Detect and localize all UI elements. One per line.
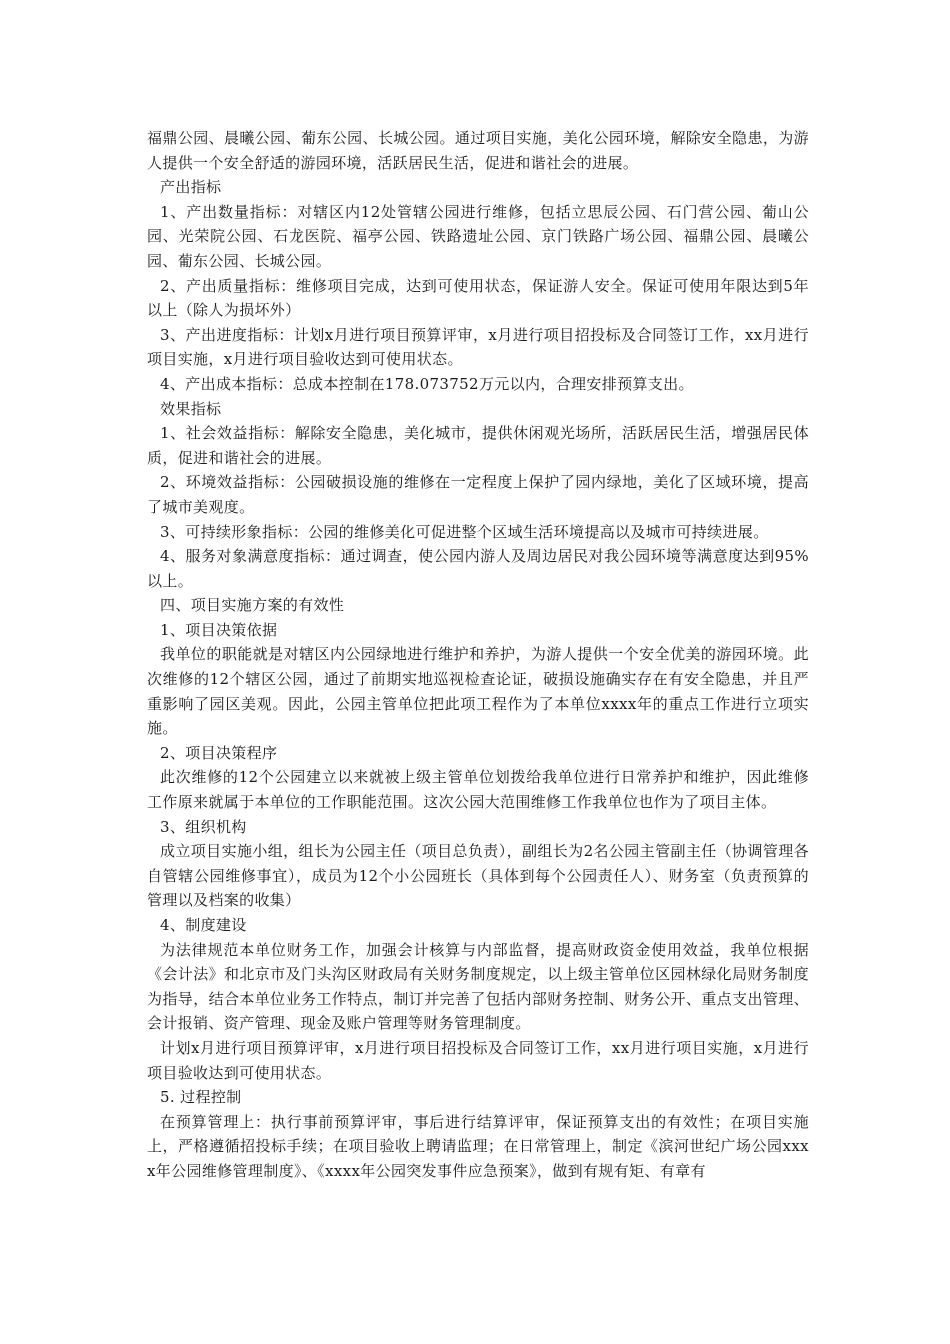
paragraph: 1、产出数量指标：对辖区内12处管辖公园进行维修，包括立思辰公园、石门营公园、葡山公园、光荣院公园、石龙医院、福亭公园、铁路遗址公园、京门铁路广场公园、福鼎公园、晨曦公园、葡东公园、长城公园。	[147, 202, 809, 270]
paragraph: 此次维修的12个公园建立以来就被上级主管单位划拨给我单位进行日常养护和维护，因此维修工作原来就属于本单位的工作职能范围。这次公园大范围维修工作我单位也作为了项目主体。	[147, 768, 809, 812]
paragraph: 4、制度建设	[160, 916, 247, 934]
paragraph: 1、社会效益指标：解除安全隐患，美化城市，提供休闲观光场所，活跃居民生活，增强居民体质，促进和谐社会的进展。	[147, 424, 809, 467]
paragraph: 2、项目决策程序	[160, 743, 278, 762]
paragraph: 效果指标	[160, 399, 222, 418]
paragraph: 产出指标	[160, 178, 222, 197]
paragraph: 4、服务对象满意度指标：通过调查，使公园内游人及周边居民对我公园环境等满意度达到95%以上。	[147, 547, 809, 590]
paragraph: 1、项目决策依据	[160, 620, 278, 639]
paragraph: 成立项目实施小组，组长为公园主任（项目总负责），副组长为2名公园主管副主任（协调管理各自管辖公园维修事宜），成员为12个小公园班长（具体到每个公园责任人）、财务室（负责预算的管理以及档案的收集）	[147, 842, 809, 910]
document-body	[147, 126, 809, 1184]
paragraph: 3、可持续形象指标：公园的维修美化可促进整个区域生活环境提高以及城市可持续进展。	[160, 522, 769, 541]
paragraph: 2、产出质量指标：维修项目完成，达到可使用状态，保证游人安全。保证可使用年限达到5年以上（除人为损坏外）	[147, 276, 809, 320]
paragraph: 四、项目实施方案的有效性	[160, 596, 345, 615]
paragraph: 2、环境效益指标：公园破损设施的维修在一定程度上保护了园内绿地，美化了区域环境，提高了城市美观度。	[147, 473, 809, 516]
paragraph: 我单位的职能就是对辖区内公园绿地进行维护和养护，为游人提供一个安全优美的游园环境。此次维修的12个辖区公园，通过了前期实地巡视检查论证，破损设施确实存在有安全隐患，并且严重影响了园区美观。因此，公园主管单位把此项工程作为了本单位xxxx年的重点工作进行立项实施。	[147, 645, 809, 738]
paragraph: 4、产出成本指标：总成本控制在178.073752万元以内，合理安排预算支出。	[160, 374, 694, 393]
paragraph: 3、组织机构	[160, 817, 247, 836]
paragraph: 在预算管理上：执行事前预算评审，事后进行结算评审，保证预算支出的有效性；在项目实施上，严格遵循招投标手续；在项目验收上聘请监理；在日常管理上，制定《滨河世纪广场公园xxxx年公园维修管理制度》、《xxxx年公园突发事件应急预案》，做到有规有矩、有章有	[147, 1112, 809, 1180]
paragraph: 3、产出进度指标：计划x月进行项目预算评审，x月进行项目招投标及合同签订工作，xx月进行项目实施，x月进行项目验收达到可使用状态。	[147, 325, 809, 369]
paragraph: 福鼎公园、晨曦公园、葡东公园、长城公园。通过项目实施，美化公园环境，解除安全隐患，为游人提供一个安全舒适的游园环境，活跃居民生活，促进和谐社会的进展。	[147, 129, 809, 172]
paragraph: 5. 过程控制	[160, 1088, 242, 1107]
paragraph: 计划x月进行项目预算评审，x月进行项目招投标及合同签订工作，xx月进行项目实施，x月进行项目验收达到可使用状态。	[147, 1038, 809, 1082]
paragraph: 为法律规范本单位财务工作，加强会计核算与内部监督，提高财政资金使用效益，我单位根据《会计法》和北京市及门头沟区财政局有关财务制度规定，以上级主管单位区园林绿化局财务制度为指导，结合本单位业务工作特点，制订并完善了包括内部财务控制、财务公开、重点支出管理、会计报销、资产管理、现金及账户管理等财务管理制度。	[147, 940, 809, 1033]
